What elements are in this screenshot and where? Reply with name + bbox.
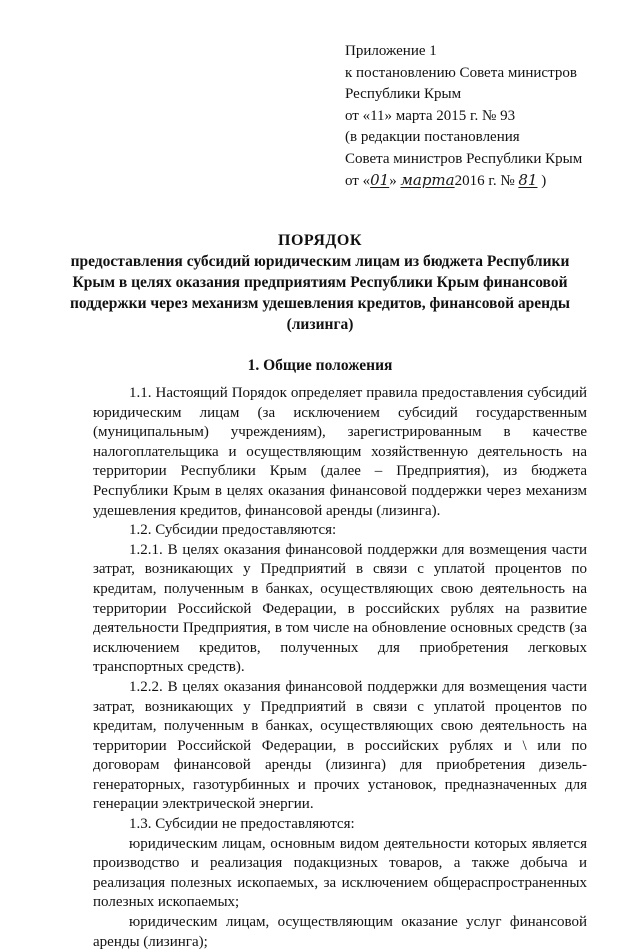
- paragraph: 1.2.1. В целях оказания финансовой поддержки для возмещения части затрат, возникающих у Предприятий в связи с уплатой процентов по кредитам, полученным в банках, осуществляющих свою деятельность на территории Российской Федерации, в российских рублях на развитие деятельности Предприятия, в том числе на обновление основных средств (за исключением кредитов, полученных для приобретения легковых транспортных средств).: [93, 541, 587, 676]
- text-fragment: от «: [345, 173, 371, 189]
- paragraph: юридическим лицам, основным видом деятельности которых является производство и реализация подакцизных товаров, а также добыча и реализация полезных ископаемых, за исключением общераспространенных полезных ископаемых;: [93, 835, 587, 911]
- appendix-line: от «11» марта 2015 г. № 93: [345, 107, 516, 124]
- appendix-line: (в редакции постановления: [345, 129, 520, 145]
- section-heading: 1. Общие положения: [247, 357, 393, 374]
- text-fragment: ): [541, 173, 547, 189]
- paragraph: 1.2.2. В целях оказания финансовой поддержки для возмещения части затрат, возникающих у Предприятий в связи с уплатой процентов по кредитам, полученным в банках, осуществляющих свою деятельность на территории Российской Федерации, в российских рублях и \ или по договорам финансовой аренды (лизинга) для приобретения дизель-генераторных, газотурбинных и прочих установок, предназначенных для генерации электрической энергии.: [93, 678, 587, 813]
- document-title: [0, 230, 640, 335]
- paragraph: 1.3. Субсидии не предоставляются:: [129, 816, 355, 833]
- paragraph: юридическим лицам, осуществляющим оказание услуг финансовой аренды (лизинга);: [93, 914, 587, 950]
- title-subtitle-line: Крым в целях оказания предприятиям Республики Крым финансовой: [72, 274, 568, 291]
- handwritten-number: 81: [518, 171, 538, 189]
- text-fragment: »: [389, 173, 397, 189]
- paragraph: 1.1. Настоящий Порядок определяет правила предоставления субсидий юридическим лицам (за исключением субсидий государственным (муниципальным) учреждениям), зарегистрированным в качестве налогоплательщика и осуществляющим хозяйственную деятельность на территории Республики Крым (далее – Предприятия), из бюджета Республики Крым в целях оказания финансовой поддержки через механизм удешевления кредитов, финансовой аренды (лизинга).: [93, 385, 587, 519]
- handwritten-month: марта: [400, 171, 455, 189]
- appendix-line: к постановлению Совета министров: [345, 64, 577, 81]
- title-subtitle-line: предоставления субсидий юридическим лицам из бюджета Республики: [70, 253, 570, 270]
- title-subtitle-line: (лизинга): [286, 316, 354, 333]
- paragraph: 1.2. Субсидии предоставляются:: [129, 522, 337, 539]
- text-fragment: 2016 г. №: [454, 173, 515, 189]
- title-main: ПОРЯДОК: [278, 232, 362, 249]
- handwritten-day: 01: [370, 171, 390, 189]
- appendix-line: Приложение 1: [345, 43, 437, 59]
- appendix-line: Республики Крым: [345, 86, 462, 102]
- title-subtitle-line: поддержки через механизм удешевления кредитов, финансовой аренды: [69, 295, 570, 312]
- document-body: [93, 384, 587, 952]
- appendix-amendment-date: [345, 170, 582, 193]
- appendix-line: Совета министров Республики Крым: [345, 150, 583, 167]
- appendix-header: [345, 41, 582, 193]
